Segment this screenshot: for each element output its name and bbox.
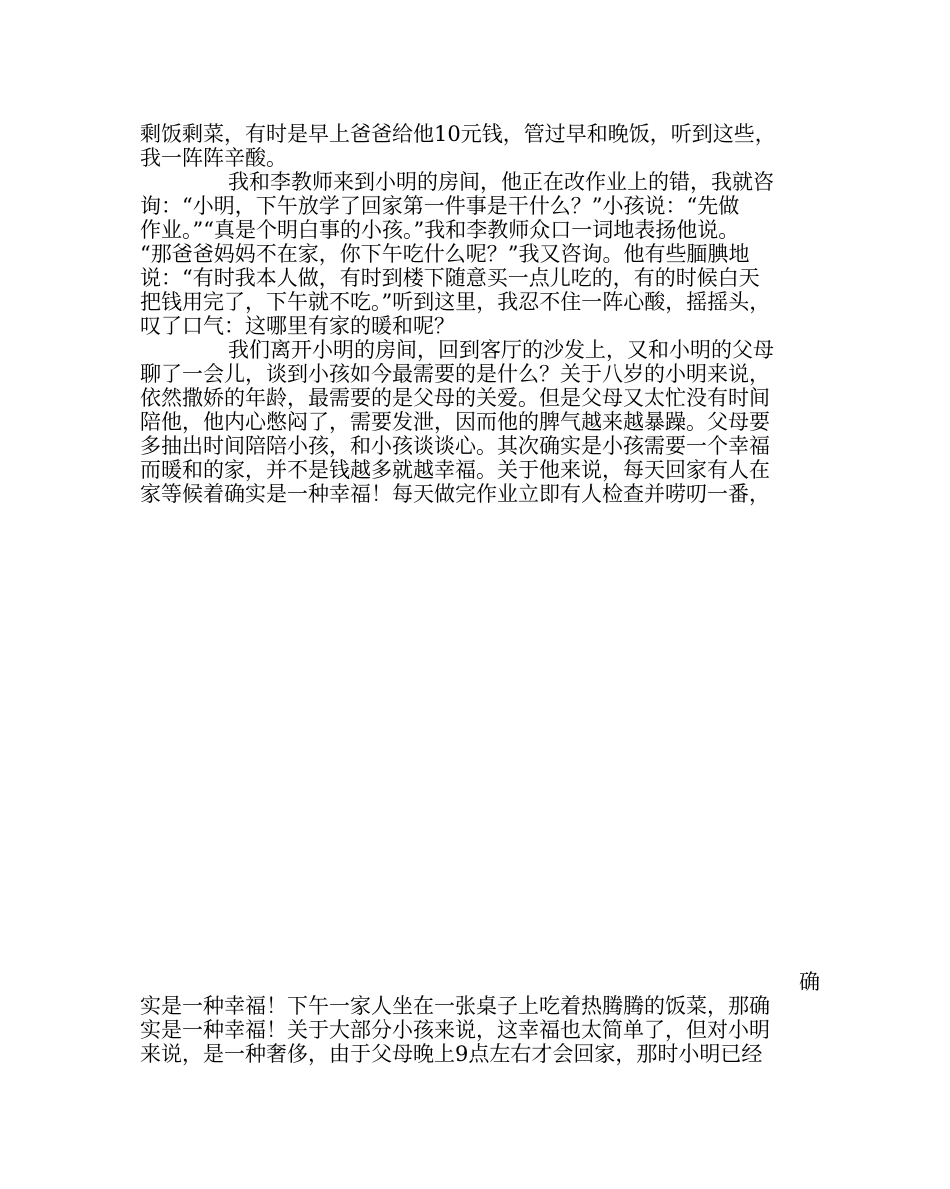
paragraph-first-line: 我和李教师来到小明的房间，他正在改作业上的错，我就咨: [228, 170, 774, 194]
text-line: 作业。”“真是个明白事的小孩。”我和李教师众口一词地表扬他说。: [140, 218, 740, 242]
paragraph-first-line: 我们离开小明的房间，回到客厅的沙发上，又和小明的父母: [228, 338, 774, 362]
text-line: 叹了口气：这哪里有家的暖和呢？: [140, 314, 455, 338]
text-line: 而暖和的家，并不是钱越多就越幸福。关于他来说，每天回家有人在: [140, 458, 770, 482]
text-line: 家等候着确实是一种幸福！每天做完作业立即有人检查并唠叨一番，: [140, 482, 770, 506]
text-line-right-fragment: 确: [799, 970, 820, 994]
text-line: 多抽出时间陪陪小孩，和小孩谈谈心。其次确实是小孩需要一个幸福: [140, 434, 770, 458]
text-line: 来说，是一种奢侈，由于父母晚上9点左右才会回家，那时小明已经: [140, 1042, 763, 1066]
text-line: 依然撒娇的年龄，最需要的是父母的关爱。但是父母又太忙没有时间: [140, 386, 770, 410]
text-line: 询：“小明，下午放学了回家第一件事是干什么？”小孩说：“先做: [140, 194, 740, 218]
text-line: 我一阵阵辛酸。: [140, 146, 287, 170]
text-line: 实是一种幸福！下午一家人坐在一张桌子上吃着热腾腾的饭菜，那确: [140, 994, 770, 1018]
text-line: 说：“有时我本人做，有时到楼下随意买一点儿吃的，有的时候白天: [140, 266, 760, 290]
text-line: 把钱用完了，下午就不吃。”听到这里，我忍不住一阵心酸，摇摇头，: [140, 290, 771, 314]
text-line: 实是一种幸福！关于大部分小孩来说，这幸福也太简单了，但对小明: [140, 1018, 770, 1042]
text-line: 聊了一会儿，谈到小孩如今最需要的是什么？关于八岁的小明来说，: [140, 362, 770, 386]
text-line: “那爸爸妈妈不在家，你下午吃什么呢？”我又咨询。他有些腼腆地: [140, 242, 750, 266]
text-line: 陪他，他内心憋闷了，需要发泄，因而他的脾气越来越暴躁。父母要: [140, 410, 770, 434]
text-line: 剩饭剩菜，有时是早上爸爸给他10元钱，管过早和晚饭，听到这些，: [140, 122, 776, 146]
